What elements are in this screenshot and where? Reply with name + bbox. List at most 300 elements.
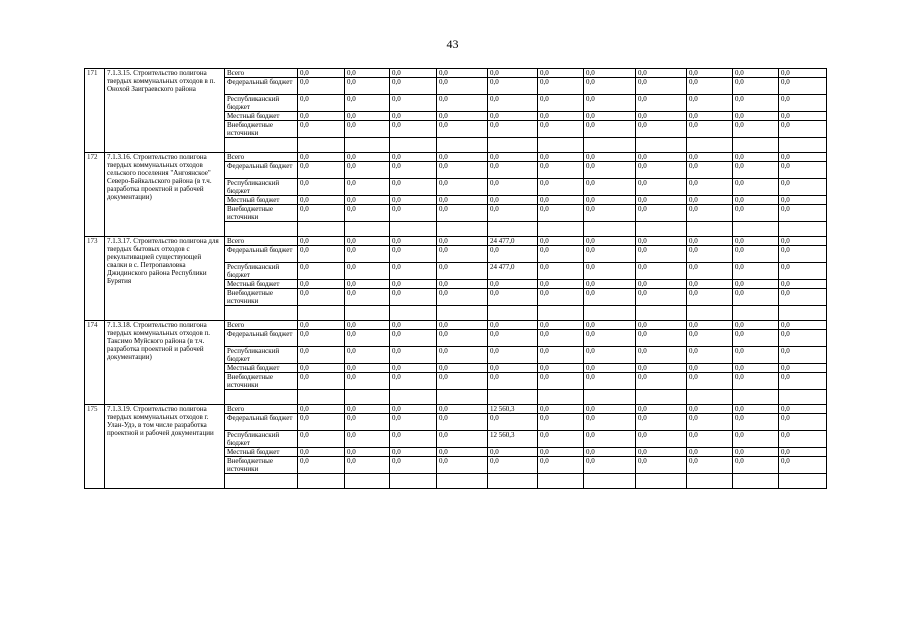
empty-cell <box>733 390 779 405</box>
amount-cell: 0,0 <box>636 280 687 289</box>
funding-source: Внебюджетные источники <box>225 373 298 390</box>
amount-cell: 0,0 <box>733 153 779 162</box>
funding-source: Местный бюджет <box>225 364 298 373</box>
empty-cell <box>298 138 345 153</box>
amount-cell: 0,0 <box>779 162 827 179</box>
amount-cell: 0,0 <box>687 431 733 448</box>
empty-cell <box>390 222 437 237</box>
empty-cell <box>437 474 488 489</box>
amount-cell: 0,0 <box>345 121 390 138</box>
funding-source: Местный бюджет <box>225 112 298 121</box>
amount-cell: 0,0 <box>298 431 345 448</box>
amount-cell: 0,0 <box>687 373 733 390</box>
amount-cell: 0,0 <box>779 153 827 162</box>
measure-title: 7.1.3.15. Строительство полигона твердых коммунальных отходов в п. Онохой Заиграевского района <box>105 69 225 153</box>
empty-cell <box>733 306 779 321</box>
empty-cell <box>636 390 687 405</box>
amount-cell: 0,0 <box>390 69 437 78</box>
amount-cell: 0,0 <box>538 330 584 347</box>
amount-cell: 0,0 <box>345 431 390 448</box>
amount-cell: 0,0 <box>488 289 538 306</box>
amount-cell: 0,0 <box>437 373 488 390</box>
amount-cell: 0,0 <box>636 414 687 431</box>
amount-cell: 0,0 <box>345 69 390 78</box>
amount-cell: 0,0 <box>390 121 437 138</box>
amount-cell: 0,0 <box>390 162 437 179</box>
amount-cell: 0,0 <box>298 121 345 138</box>
measure-title: 7.1.3.18. Строительство полигона твердых коммунальных отходов п. Таксимо Муйского района (в т.ч. разработка проектной и рабочей документации) <box>105 321 225 405</box>
page-number: 43 <box>446 37 459 51</box>
amount-cell: 0,0 <box>437 347 488 364</box>
amount-cell: 0,0 <box>488 321 538 330</box>
amount-cell: 0,0 <box>488 179 538 196</box>
amount-cell: 0,0 <box>538 246 584 263</box>
amount-cell: 0,0 <box>538 280 584 289</box>
amount-cell: 0,0 <box>298 280 345 289</box>
amount-cell: 0,0 <box>390 289 437 306</box>
empty-cell <box>538 222 584 237</box>
empty-cell <box>636 474 687 489</box>
amount-cell: 0,0 <box>584 457 636 474</box>
amount-cell: 0,0 <box>437 205 488 222</box>
amount-cell: 0,0 <box>390 196 437 205</box>
amount-cell: 0,0 <box>345 289 390 306</box>
amount-cell: 0,0 <box>538 179 584 196</box>
amount-cell: 0,0 <box>779 457 827 474</box>
amount-cell: 0,0 <box>538 457 584 474</box>
amount-cell: 0,0 <box>538 263 584 280</box>
amount-cell: 0,0 <box>584 405 636 414</box>
amount-cell: 0,0 <box>584 69 636 78</box>
amount-cell: 0,0 <box>437 153 488 162</box>
funding-source: Всего <box>225 321 298 330</box>
funding-source: Федеральный бюджет <box>225 162 298 179</box>
empty-cell <box>733 138 779 153</box>
empty-cell <box>584 306 636 321</box>
amount-cell: 0,0 <box>488 153 538 162</box>
amount-cell: 0,0 <box>733 69 779 78</box>
amount-cell: 0,0 <box>390 448 437 457</box>
amount-cell: 0,0 <box>538 373 584 390</box>
amount-cell: 0,0 <box>733 330 779 347</box>
amount-cell: 0,0 <box>298 246 345 263</box>
amount-cell: 0,0 <box>779 448 827 457</box>
amount-cell: 0,0 <box>345 373 390 390</box>
amount-cell: 0,0 <box>390 405 437 414</box>
amount-cell: 0,0 <box>488 69 538 78</box>
amount-cell: 24 477,0 <box>488 237 538 246</box>
empty-cell <box>687 138 733 153</box>
amount-cell: 0,0 <box>538 95 584 112</box>
empty-cell <box>687 222 733 237</box>
amount-cell: 0,0 <box>636 263 687 280</box>
amount-cell: 0,0 <box>437 196 488 205</box>
amount-cell: 0,0 <box>538 78 584 95</box>
funding-source: Всего <box>225 69 298 78</box>
amount-cell: 0,0 <box>636 179 687 196</box>
amount-cell: 0,0 <box>687 321 733 330</box>
amount-cell: 0,0 <box>345 95 390 112</box>
amount-cell: 0,0 <box>779 431 827 448</box>
amount-cell: 0,0 <box>733 179 779 196</box>
amount-cell: 0,0 <box>687 179 733 196</box>
amount-cell: 0,0 <box>687 205 733 222</box>
funding-source: Республиканский бюджет <box>225 431 298 448</box>
amount-cell: 0,0 <box>779 321 827 330</box>
amount-cell: 0,0 <box>538 321 584 330</box>
empty-cell <box>437 306 488 321</box>
amount-cell: 0,0 <box>687 347 733 364</box>
amount-cell: 0,0 <box>298 414 345 431</box>
amount-cell: 0,0 <box>584 431 636 448</box>
amount-cell: 0,0 <box>733 112 779 121</box>
amount-cell: 0,0 <box>636 364 687 373</box>
budget-table <box>84 68 827 489</box>
amount-cell: 0,0 <box>779 112 827 121</box>
amount-cell: 0,0 <box>345 263 390 280</box>
amount-cell: 0,0 <box>636 196 687 205</box>
amount-cell: 0,0 <box>733 448 779 457</box>
empty-cell <box>636 222 687 237</box>
amount-cell: 0,0 <box>390 280 437 289</box>
amount-cell: 0,0 <box>687 237 733 246</box>
amount-cell: 0,0 <box>584 373 636 390</box>
amount-cell: 0,0 <box>390 263 437 280</box>
amount-cell: 0,0 <box>538 205 584 222</box>
amount-cell: 0,0 <box>636 405 687 414</box>
amount-cell: 0,0 <box>584 321 636 330</box>
amount-cell: 0,0 <box>779 78 827 95</box>
amount-cell: 0,0 <box>584 121 636 138</box>
amount-cell: 0,0 <box>437 289 488 306</box>
empty-cell <box>779 138 827 153</box>
amount-cell: 0,0 <box>390 414 437 431</box>
amount-cell: 0,0 <box>390 246 437 263</box>
amount-cell: 0,0 <box>488 373 538 390</box>
amount-cell: 0,0 <box>488 95 538 112</box>
amount-cell: 0,0 <box>437 69 488 78</box>
amount-cell: 0,0 <box>437 179 488 196</box>
amount-cell: 0,0 <box>390 431 437 448</box>
empty-cell <box>584 138 636 153</box>
funding-source: Республиканский бюджет <box>225 179 298 196</box>
empty-cell <box>687 474 733 489</box>
amount-cell: 0,0 <box>687 364 733 373</box>
amount-cell: 0,0 <box>345 448 390 457</box>
amount-cell: 0,0 <box>584 153 636 162</box>
empty-cell <box>538 138 584 153</box>
amount-cell: 0,0 <box>687 196 733 205</box>
amount-cell: 0,0 <box>687 405 733 414</box>
amount-cell: 0,0 <box>390 373 437 390</box>
amount-cell: 0,0 <box>488 162 538 179</box>
empty-cell <box>584 390 636 405</box>
amount-cell: 0,0 <box>687 289 733 306</box>
table-row <box>85 237 827 246</box>
funding-source: Федеральный бюджет <box>225 78 298 95</box>
table-row <box>85 321 827 330</box>
funding-source: Внебюджетные источники <box>225 205 298 222</box>
amount-cell: 0,0 <box>390 457 437 474</box>
amount-cell: 0,0 <box>733 457 779 474</box>
amount-cell: 0,0 <box>779 347 827 364</box>
amount-cell: 0,0 <box>636 112 687 121</box>
amount-cell: 0,0 <box>345 457 390 474</box>
amount-cell: 0,0 <box>488 457 538 474</box>
amount-cell: 0,0 <box>298 448 345 457</box>
amount-cell: 0,0 <box>390 330 437 347</box>
amount-cell: 0,0 <box>298 237 345 246</box>
empty-cell <box>225 390 298 405</box>
amount-cell: 0,0 <box>437 405 488 414</box>
measure-title: 7.1.3.19. Строительство полигона твердых коммунальных отходов г. Улан-Удэ, в том числе разработка проектной и рабочей документации <box>105 405 225 489</box>
amount-cell: 0,0 <box>636 321 687 330</box>
empty-cell <box>345 138 390 153</box>
amount-cell: 0,0 <box>733 431 779 448</box>
amount-cell: 0,0 <box>488 414 538 431</box>
amount-cell: 0,0 <box>538 289 584 306</box>
amount-cell: 0,0 <box>437 280 488 289</box>
amount-cell: 0,0 <box>733 321 779 330</box>
empty-cell <box>488 390 538 405</box>
amount-cell: 0,0 <box>538 196 584 205</box>
amount-cell: 0,0 <box>636 373 687 390</box>
amount-cell: 0,0 <box>779 121 827 138</box>
amount-cell: 0,0 <box>437 364 488 373</box>
amount-cell: 0,0 <box>298 179 345 196</box>
empty-cell <box>687 390 733 405</box>
amount-cell: 0,0 <box>345 405 390 414</box>
empty-cell <box>437 222 488 237</box>
amount-cell: 0,0 <box>345 280 390 289</box>
amount-cell: 0,0 <box>636 69 687 78</box>
amount-cell: 0,0 <box>298 364 345 373</box>
amount-cell: 0,0 <box>687 246 733 263</box>
amount-cell: 0,0 <box>636 431 687 448</box>
amount-cell: 0,0 <box>488 280 538 289</box>
amount-cell: 0,0 <box>298 78 345 95</box>
amount-cell: 0,0 <box>488 205 538 222</box>
amount-cell: 0,0 <box>538 112 584 121</box>
amount-cell: 0,0 <box>779 414 827 431</box>
amount-cell: 0,0 <box>687 263 733 280</box>
amount-cell: 0,0 <box>437 95 488 112</box>
amount-cell: 0,0 <box>298 330 345 347</box>
amount-cell: 0,0 <box>584 289 636 306</box>
amount-cell: 0,0 <box>390 95 437 112</box>
amount-cell: 0,0 <box>390 153 437 162</box>
amount-cell: 12 560,3 <box>488 431 538 448</box>
amount-cell: 0,0 <box>437 414 488 431</box>
amount-cell: 0,0 <box>390 205 437 222</box>
amount-cell: 0,0 <box>298 263 345 280</box>
empty-cell <box>437 138 488 153</box>
empty-cell <box>345 222 390 237</box>
amount-cell: 0,0 <box>298 196 345 205</box>
amount-cell: 0,0 <box>779 95 827 112</box>
amount-cell: 0,0 <box>687 78 733 95</box>
amount-cell: 0,0 <box>538 121 584 138</box>
empty-cell <box>779 306 827 321</box>
amount-cell: 0,0 <box>687 162 733 179</box>
empty-cell <box>538 474 584 489</box>
amount-cell: 0,0 <box>636 289 687 306</box>
table-row <box>85 405 827 414</box>
empty-cell <box>345 390 390 405</box>
amount-cell: 0,0 <box>345 321 390 330</box>
measure-title: 7.1.3.16. Строительство полигона твердых коммунальных отходов сельского поселения "Ангоянское" Северо-Байкальского района (в т.ч. разработка проектной и рабочей документации) <box>105 153 225 237</box>
amount-cell: 0,0 <box>298 153 345 162</box>
funding-source: Республиканский бюджет <box>225 263 298 280</box>
amount-cell: 0,0 <box>390 321 437 330</box>
empty-cell <box>390 390 437 405</box>
funding-source: Федеральный бюджет <box>225 246 298 263</box>
amount-cell: 0,0 <box>584 330 636 347</box>
amount-cell: 0,0 <box>488 347 538 364</box>
funding-source: Республиканский бюджет <box>225 95 298 112</box>
amount-cell: 0,0 <box>733 237 779 246</box>
amount-cell: 0,0 <box>298 69 345 78</box>
amount-cell: 0,0 <box>779 364 827 373</box>
amount-cell: 0,0 <box>345 364 390 373</box>
amount-cell: 0,0 <box>345 196 390 205</box>
funding-source: Всего <box>225 405 298 414</box>
empty-cell <box>298 474 345 489</box>
amount-cell: 0,0 <box>636 237 687 246</box>
empty-cell <box>636 138 687 153</box>
amount-cell: 0,0 <box>636 153 687 162</box>
amount-cell: 0,0 <box>437 431 488 448</box>
amount-cell: 0,0 <box>733 364 779 373</box>
amount-cell: 0,0 <box>733 246 779 263</box>
amount-cell: 0,0 <box>345 153 390 162</box>
empty-cell <box>584 222 636 237</box>
amount-cell: 0,0 <box>488 330 538 347</box>
amount-cell: 0,0 <box>488 78 538 95</box>
empty-cell <box>298 390 345 405</box>
amount-cell: 0,0 <box>584 246 636 263</box>
amount-cell: 0,0 <box>636 121 687 138</box>
amount-cell: 0,0 <box>779 246 827 263</box>
funding-source: Внебюджетные источники <box>225 121 298 138</box>
amount-cell: 0,0 <box>298 95 345 112</box>
empty-cell <box>298 306 345 321</box>
amount-cell: 0,0 <box>437 321 488 330</box>
amount-cell: 0,0 <box>345 330 390 347</box>
amount-cell: 0,0 <box>298 373 345 390</box>
amount-cell: 0,0 <box>488 448 538 457</box>
amount-cell: 0,0 <box>687 153 733 162</box>
amount-cell: 0,0 <box>390 237 437 246</box>
amount-cell: 0,0 <box>779 205 827 222</box>
amount-cell: 0,0 <box>488 112 538 121</box>
amount-cell: 0,0 <box>584 78 636 95</box>
amount-cell: 0,0 <box>437 448 488 457</box>
amount-cell: 0,0 <box>584 205 636 222</box>
amount-cell: 0,0 <box>779 405 827 414</box>
empty-cell <box>488 306 538 321</box>
measure-title: 7.1.3.17. Строительство полигона для твердых бытовых отходов с рекультивацией существующей свалки в с. Петропавловка Джидинского района Республики Бурятия <box>105 237 225 321</box>
amount-cell: 0,0 <box>437 121 488 138</box>
empty-cell <box>584 474 636 489</box>
amount-cell: 24 477,0 <box>488 263 538 280</box>
amount-cell: 0,0 <box>779 280 827 289</box>
table-row <box>85 153 827 162</box>
amount-cell: 0,0 <box>636 330 687 347</box>
empty-cell <box>733 474 779 489</box>
amount-cell: 0,0 <box>687 69 733 78</box>
row-number: 172 <box>85 153 105 237</box>
amount-cell: 0,0 <box>345 237 390 246</box>
amount-cell: 0,0 <box>636 78 687 95</box>
empty-cell <box>390 306 437 321</box>
funding-source: Внебюджетные источники <box>225 289 298 306</box>
amount-cell: 0,0 <box>636 205 687 222</box>
empty-cell <box>225 474 298 489</box>
amount-cell: 0,0 <box>390 112 437 121</box>
amount-cell: 0,0 <box>538 347 584 364</box>
funding-source: Местный бюджет <box>225 280 298 289</box>
amount-cell: 0,0 <box>345 78 390 95</box>
amount-cell: 0,0 <box>298 205 345 222</box>
amount-cell: 0,0 <box>687 414 733 431</box>
amount-cell: 0,0 <box>636 347 687 364</box>
amount-cell: 0,0 <box>345 112 390 121</box>
amount-cell: 0,0 <box>584 280 636 289</box>
amount-cell: 0,0 <box>636 162 687 179</box>
empty-cell <box>538 306 584 321</box>
amount-cell: 0,0 <box>437 263 488 280</box>
empty-cell <box>345 474 390 489</box>
amount-cell: 0,0 <box>345 162 390 179</box>
amount-cell: 0,0 <box>538 448 584 457</box>
amount-cell: 0,0 <box>390 78 437 95</box>
amount-cell: 0,0 <box>687 280 733 289</box>
amount-cell: 0,0 <box>636 448 687 457</box>
empty-cell <box>779 390 827 405</box>
empty-cell <box>687 306 733 321</box>
amount-cell: 0,0 <box>584 237 636 246</box>
amount-cell: 0,0 <box>636 95 687 112</box>
empty-cell <box>779 474 827 489</box>
amount-cell: 0,0 <box>345 179 390 196</box>
amount-cell: 0,0 <box>584 364 636 373</box>
amount-cell: 0,0 <box>733 205 779 222</box>
funding-source: Внебюджетные источники <box>225 457 298 474</box>
funding-source: Федеральный бюджет <box>225 330 298 347</box>
amount-cell: 0,0 <box>538 364 584 373</box>
amount-cell: 0,0 <box>538 153 584 162</box>
row-number: 171 <box>85 69 105 153</box>
amount-cell: 0,0 <box>538 414 584 431</box>
amount-cell: 0,0 <box>779 237 827 246</box>
empty-cell <box>538 390 584 405</box>
empty-cell <box>298 222 345 237</box>
row-number: 175 <box>85 405 105 489</box>
amount-cell: 0,0 <box>488 196 538 205</box>
amount-cell: 0,0 <box>733 162 779 179</box>
amount-cell: 0,0 <box>687 457 733 474</box>
amount-cell: 0,0 <box>733 95 779 112</box>
amount-cell: 0,0 <box>584 414 636 431</box>
amount-cell: 0,0 <box>584 347 636 364</box>
empty-cell <box>225 306 298 321</box>
amount-cell: 0,0 <box>437 112 488 121</box>
funding-source: Всего <box>225 153 298 162</box>
amount-cell: 0,0 <box>298 162 345 179</box>
amount-cell: 0,0 <box>584 179 636 196</box>
funding-source: Республиканский бюджет <box>225 347 298 364</box>
